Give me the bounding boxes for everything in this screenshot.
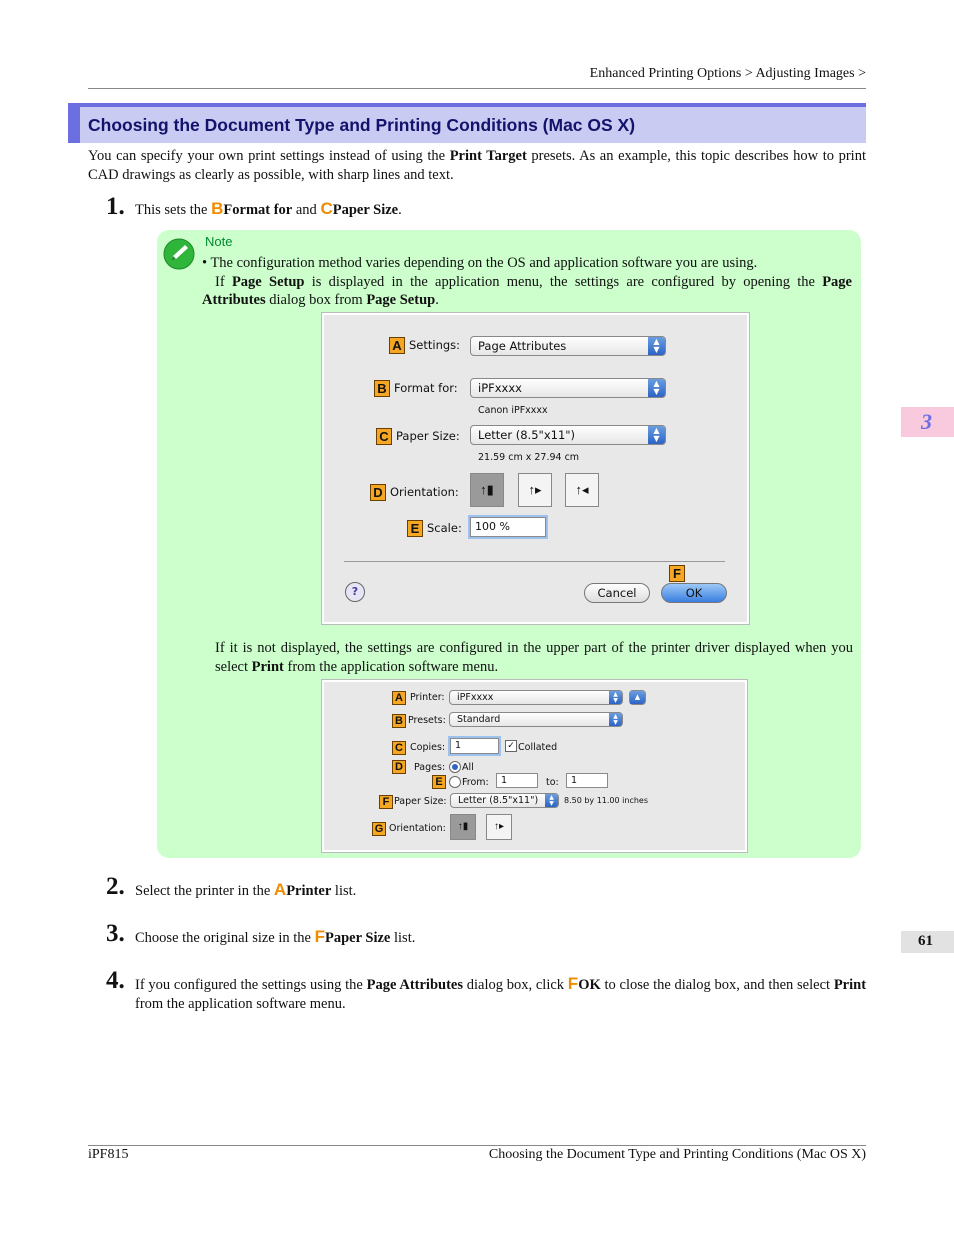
landscape-right-orientation-icon[interactable]: ↑◂ [565,473,599,507]
callout-a: A [392,691,406,705]
note-content: • The configuration method varies depending on the OS and application software you are using. If Page Setup is displayed in the application menu, the settings are configured by opening the Page Attributes dialog box from Page Setup. [202,255,852,308]
popup-arrows-icon: ▲ ▼ [545,794,558,807]
cancel-button[interactable]: Cancel [584,583,650,603]
key-letter: B [211,199,224,218]
paper-dimensions: 8.50 by 11.00 inches [564,796,649,805]
popup-arrows-icon: ▲ ▼ [609,713,622,726]
callout-g: G [372,822,386,836]
all-radio[interactable] [449,761,461,773]
chapter-tab: 3 [901,407,954,437]
header-rule [88,88,866,89]
landscape-orientation-icon[interactable]: ↑▸ [486,814,512,840]
printer-label: Printer: [410,692,445,703]
callout-d: D [392,760,406,774]
from-label: From: [462,777,489,788]
pages-label: Pages: [414,762,446,773]
callout-c: C [392,741,406,755]
key-letter: F [314,927,325,946]
print-dialog [322,680,747,852]
popup-arrows-icon: ▲ ▼ [648,379,665,397]
step-3-text: Choose the original size in the FPaper Size list. [135,927,416,946]
pencil-icon [163,238,195,270]
page-number-tab: 61 [901,931,954,953]
format-for-popup[interactable]: iPFxxxx ▲ ▼ [470,378,666,398]
section-title: Choosing the Document Type and Printing Conditions (Mac OS X) [88,115,636,135]
note-label: Note [205,234,233,249]
paper-size-label: Paper Size: [394,796,447,807]
format-for-subtext: Canon iPFxxxx [478,405,548,416]
callout-b: B [392,714,406,728]
copies-input[interactable]: 1 [450,738,499,754]
printer-popup[interactable]: iPFxxxx ▲ ▼ [449,690,623,705]
step-1 [106,193,125,221]
to-input[interactable]: 1 [566,773,608,788]
step-number: 3. [106,920,125,947]
portrait-orientation-icon[interactable]: ↑▮ [450,814,476,840]
heading-tab [68,107,80,143]
callout-e: E [432,775,446,789]
step-1-text: This sets the BFormat for and CPaper Size. [135,199,402,218]
step-number: 1. [106,193,125,220]
footer-model: iPF815 [88,1147,129,1162]
expand-button[interactable] [629,690,646,705]
divider [344,561,725,562]
popup-arrows-icon: ▲ ▼ [648,426,665,444]
disclosure-triangle-icon: ▲ [630,691,645,704]
intro-bold: Print Target [449,148,527,164]
from-input[interactable]: 1 [496,773,538,788]
portrait-orientation-icon[interactable]: ↑▮ [470,473,504,507]
settings-popup[interactable]: Page Attributes ▲ ▼ [470,336,666,356]
callout-f: F [669,565,685,582]
breadcrumb: Enhanced Printing Options > Adjusting Images > [589,66,866,81]
page-attributes-dialog [322,313,749,624]
callout-a: A [389,337,405,354]
popup-arrows-icon: ▲ ▼ [648,337,665,355]
step-number: 4. [106,967,125,994]
step-number: 2. [106,873,125,900]
step-2-text: Select the printer in the APrinter list. [135,880,357,899]
key-letter: C [320,199,333,218]
footer-rule [88,1145,866,1146]
to-label: to: [546,777,559,788]
paper-size-popup[interactable]: Letter (8.5"x11") ▲ ▼ [450,793,559,808]
callout-e: E [407,520,423,537]
help-button[interactable]: ? [345,582,365,602]
footer-title: Choosing the Document Type and Printing Conditions (Mac OS X) [488,1147,866,1162]
landscape-left-orientation-icon[interactable]: ↑▸ [518,473,552,507]
section-heading [68,103,866,143]
paper-size-label: Paper Size: [396,429,460,443]
from-radio[interactable] [449,776,461,788]
key-letter: F [567,974,579,993]
callout-f: F [379,795,393,809]
format-for-label: Format for: [394,381,458,395]
callout-d: D [370,484,386,501]
collated-label: Collated [518,742,558,753]
note-paragraph-2: If it is not displayed, the settings are configured in the upper part of the printer driver displayed when you select Print from the application software menu. [215,640,853,675]
all-label: All [462,762,474,773]
intro-paragraph: You can specify your own print settings instead of using the Print Target presets. As an example, this topic describes how to print CAD drawings as clearly as possible, with sharp lines and text. [88,148,866,183]
step-4-text: If you configured the settings using the Page Attributes dialog box, click FOK to close the dialog box, and then select Print from the application software menu. [135,974,867,1012]
key-letter: A [273,880,287,899]
collated-checkbox[interactable]: ✓ [505,740,517,752]
bullet: • [202,255,208,271]
paper-size-subtext: 21.59 cm x 27.94 cm [478,452,580,463]
presets-label: Presets: [408,715,446,726]
scale-input[interactable]: 100 % [470,517,546,537]
callout-b: B [374,380,390,397]
paper-size-popup[interactable]: Letter (8.5"x11") ▲ ▼ [470,425,666,445]
ok-button[interactable]: OK [661,583,727,603]
callout-c: C [376,428,392,445]
presets-popup[interactable]: Standard ▲ ▼ [449,712,623,727]
settings-label: Settings: [409,338,461,352]
copies-label: Copies: [410,742,446,753]
popup-arrows-icon: ▲ ▼ [609,691,622,704]
orientation-label: Orientation: [390,485,459,499]
scale-label: Scale: [427,521,462,535]
orientation-label: Orientation: [389,823,446,834]
